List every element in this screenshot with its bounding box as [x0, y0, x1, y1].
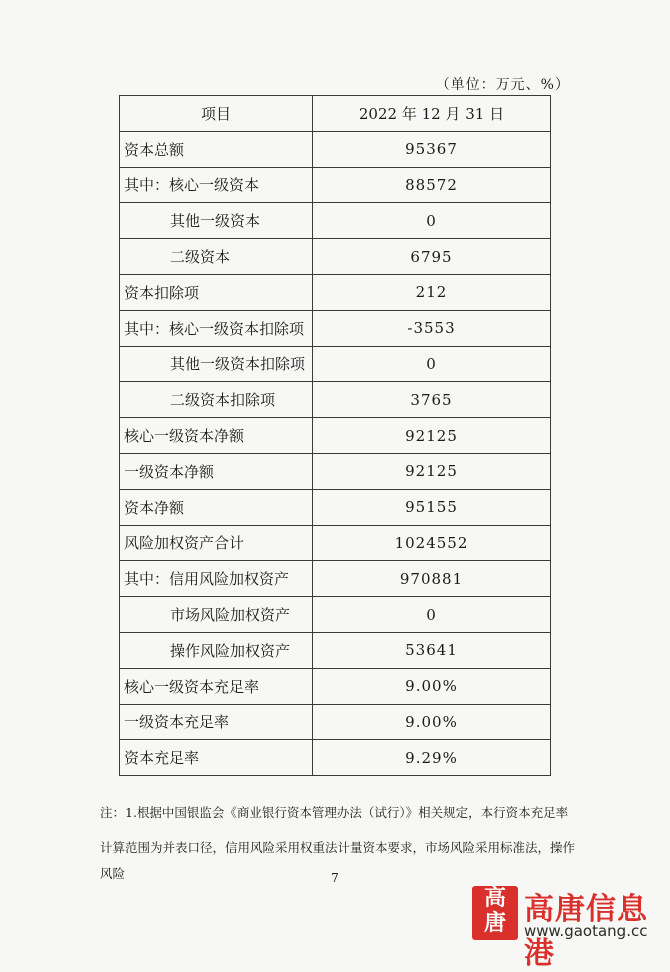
table-row — [120, 561, 551, 597]
row-label: 操作风险加权资产 — [120, 632, 313, 668]
row-label: 资本净额 — [120, 489, 313, 525]
row-label: 其他一级资本 — [120, 203, 313, 239]
row-label: 一级资本充足率 — [120, 704, 313, 740]
table-row — [120, 740, 551, 776]
row-label: 资本扣除项 — [120, 274, 313, 310]
table-row — [120, 418, 551, 454]
row-value: 92125 — [313, 453, 551, 489]
table-row — [120, 525, 551, 561]
row-label: 其中：核心一级资本扣除项 — [120, 310, 313, 346]
table-row — [120, 597, 551, 633]
header-date: 2022 年 12 月 31 日 — [313, 96, 551, 132]
table-row — [120, 632, 551, 668]
row-label: 资本充足率 — [120, 740, 313, 776]
row-value: 95155 — [313, 489, 551, 525]
unit-label: （单位：万元、%） — [435, 77, 570, 93]
row-value: 0 — [313, 597, 551, 633]
table-row — [120, 668, 551, 704]
table-row — [120, 704, 551, 740]
table-row — [120, 239, 551, 275]
row-value: 9.29% — [313, 740, 551, 776]
watermark-name: 高唐信息港 — [524, 892, 648, 971]
table-row — [120, 310, 551, 346]
row-label: 其中：核心一级资本 — [120, 167, 313, 203]
row-label: 一级资本净额 — [120, 453, 313, 489]
row-label: 风险加权资产合计 — [120, 525, 313, 561]
table-row — [120, 131, 551, 167]
row-label: 市场风险加权资产 — [120, 597, 313, 633]
row-label: 核心一级资本净额 — [120, 418, 313, 454]
note-line-1: 注：1.根据中国银监会《商业银行资本管理办法（试行）》相关规定，本行资本充足率 — [100, 805, 569, 820]
row-value: 3765 — [313, 382, 551, 418]
table-row — [120, 382, 551, 418]
header-item: 项目 — [120, 96, 313, 132]
table-row — [120, 203, 551, 239]
row-label: 其中：信用风险加权资产 — [120, 561, 313, 597]
capital-adequacy-table — [119, 95, 551, 776]
table-row — [120, 346, 551, 382]
row-value: 92125 — [313, 418, 551, 454]
row-value: 0 — [313, 203, 551, 239]
table-row — [120, 453, 551, 489]
row-value: 1024552 — [313, 525, 551, 561]
note-line-2: 计算范围为并表口径，信用风险采用权重法计量资本要求，市场风险采用标准法，操作风险 — [100, 840, 576, 881]
watermark-logo: 高 唐 — [472, 886, 518, 940]
row-value: 9.00% — [313, 704, 551, 740]
table-row — [120, 489, 551, 525]
watermark-url: www.gaotang.cc — [524, 922, 648, 940]
row-value: -3553 — [313, 310, 551, 346]
row-value: 53641 — [313, 632, 551, 668]
table-row — [120, 274, 551, 310]
page-number: 7 — [331, 871, 339, 885]
table-header-row — [120, 96, 551, 132]
row-label: 其他一级资本扣除项 — [120, 346, 313, 382]
row-value: 9.00% — [313, 668, 551, 704]
row-label: 二级资本 — [120, 239, 313, 275]
row-value: 88572 — [313, 167, 551, 203]
row-value: 0 — [313, 346, 551, 382]
row-value: 95367 — [313, 131, 551, 167]
table-row — [120, 167, 551, 203]
row-value: 6795 — [313, 239, 551, 275]
row-label: 核心一级资本充足率 — [120, 668, 313, 704]
row-value: 212 — [313, 274, 551, 310]
row-label: 二级资本扣除项 — [120, 382, 313, 418]
row-label: 资本总额 — [120, 131, 313, 167]
row-value: 970881 — [313, 561, 551, 597]
